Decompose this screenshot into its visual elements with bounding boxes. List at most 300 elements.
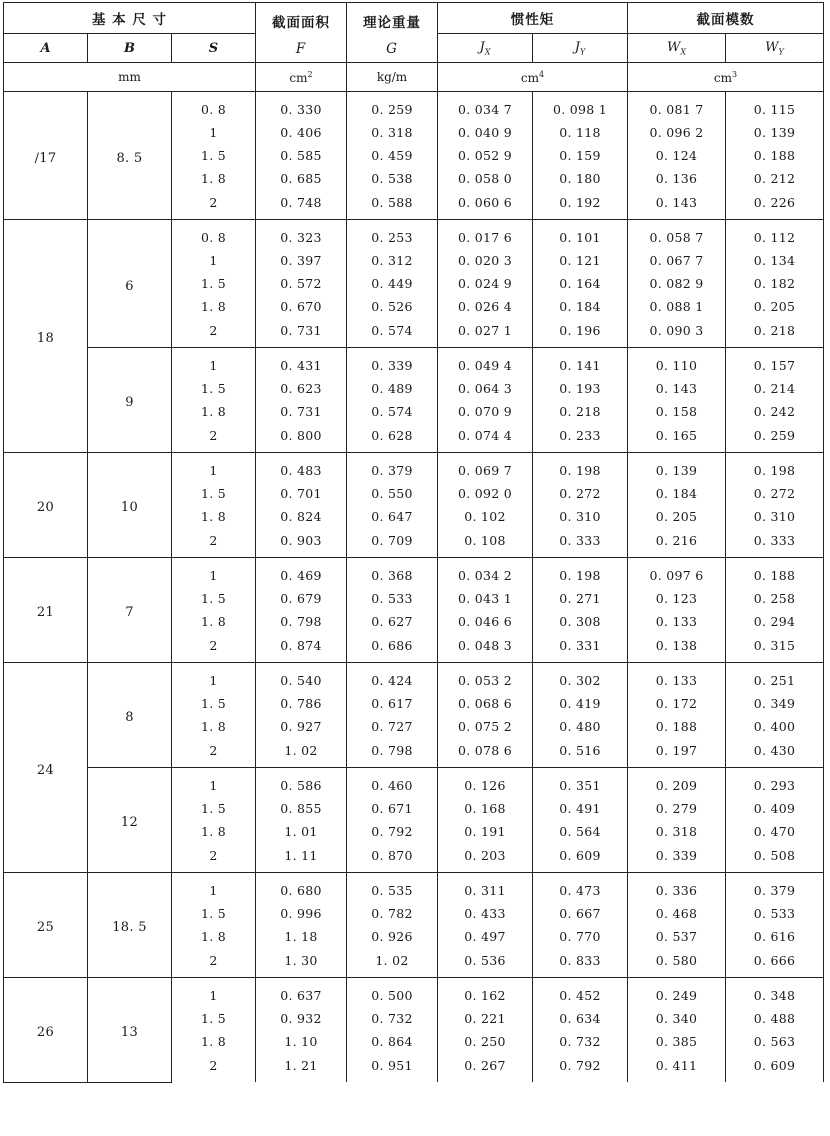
cell-jx: 0. 536 bbox=[438, 948, 533, 978]
cell-g: 1. 02 bbox=[347, 948, 438, 978]
cell-wy: 0. 348 bbox=[726, 978, 824, 1008]
section-modulus-header: 截面模数 bbox=[628, 3, 824, 34]
cell-s: 1 bbox=[172, 453, 256, 483]
theoretical-weight-header bbox=[347, 3, 438, 63]
cell-f: 1. 30 bbox=[256, 948, 347, 978]
cell-s: 1. 8 bbox=[172, 400, 256, 423]
cell-jy: 0. 310 bbox=[533, 505, 628, 528]
cell-jy: 0. 609 bbox=[533, 843, 628, 873]
cell-s: 2 bbox=[172, 948, 256, 978]
symbol-A: A bbox=[4, 34, 88, 63]
cell-wx: 0. 088 1 bbox=[628, 295, 726, 318]
cell-s: 1 bbox=[172, 873, 256, 903]
cell-jy: 0. 480 bbox=[533, 715, 628, 738]
symbol-Wx bbox=[628, 34, 726, 63]
cell-jx: 0. 068 6 bbox=[438, 692, 533, 715]
cell-jx: 0. 040 9 bbox=[438, 121, 533, 144]
cell-wx: 0. 197 bbox=[628, 738, 726, 768]
cell-f: 1. 10 bbox=[256, 1030, 347, 1053]
table-row bbox=[4, 220, 824, 250]
cell-f: 0. 397 bbox=[256, 249, 347, 272]
cell-wx: 0. 165 bbox=[628, 423, 726, 453]
cell-jy: 0. 271 bbox=[533, 587, 628, 610]
symbol-G: G bbox=[386, 41, 398, 57]
cell-jx: 0. 060 6 bbox=[438, 190, 533, 220]
cell-jy: 0. 198 bbox=[533, 453, 628, 483]
cell-s: 1. 8 bbox=[172, 610, 256, 633]
cell-s: 1 bbox=[172, 249, 256, 272]
cell-wy: 0. 470 bbox=[726, 820, 824, 843]
cell-f: 0. 572 bbox=[256, 272, 347, 295]
cell-g: 0. 500 bbox=[347, 978, 438, 1008]
cell-g: 0. 782 bbox=[347, 902, 438, 925]
cell-a: /17 bbox=[4, 92, 88, 220]
unit-inertia-base: cm bbox=[520, 70, 539, 85]
cell-f: 0. 540 bbox=[256, 663, 347, 693]
cell-f: 0. 406 bbox=[256, 121, 347, 144]
cell-jy: 0. 196 bbox=[533, 318, 628, 348]
cell-jy: 0. 141 bbox=[533, 348, 628, 378]
cell-jx: 0. 311 bbox=[438, 873, 533, 903]
cell-g: 0. 538 bbox=[347, 167, 438, 190]
cell-f: 0. 800 bbox=[256, 423, 347, 453]
cell-g: 0. 671 bbox=[347, 797, 438, 820]
cell-jy: 0. 564 bbox=[533, 820, 628, 843]
cell-s: 2 bbox=[172, 528, 256, 558]
cell-jx: 0. 267 bbox=[438, 1053, 533, 1082]
cell-wy: 0. 134 bbox=[726, 249, 824, 272]
section-area-label: 截面面积 bbox=[272, 15, 330, 31]
cell-wx: 0. 336 bbox=[628, 873, 726, 903]
cell-wy: 0. 272 bbox=[726, 482, 824, 505]
cell-g: 0. 792 bbox=[347, 820, 438, 843]
symbol-Jy-sub: Y bbox=[579, 47, 586, 57]
cell-jx: 0. 162 bbox=[438, 978, 533, 1008]
cell-jx: 0. 020 3 bbox=[438, 249, 533, 272]
symbol-B: B bbox=[88, 34, 172, 63]
cell-wy: 0. 666 bbox=[726, 948, 824, 978]
cell-jx: 0. 433 bbox=[438, 902, 533, 925]
cell-jx: 0. 027 1 bbox=[438, 318, 533, 348]
cell-b: 10 bbox=[88, 453, 172, 558]
cell-s: 2 bbox=[172, 633, 256, 663]
cell-wy: 0. 563 bbox=[726, 1030, 824, 1053]
cell-wx: 0. 058 7 bbox=[628, 220, 726, 250]
cell-jy: 0. 792 bbox=[533, 1053, 628, 1082]
symbol-S: S bbox=[172, 34, 256, 63]
cell-f: 0. 586 bbox=[256, 768, 347, 798]
cell-a: 21 bbox=[4, 558, 88, 663]
cell-jy: 0. 184 bbox=[533, 295, 628, 318]
cell-wx: 0. 279 bbox=[628, 797, 726, 820]
cell-g: 0. 312 bbox=[347, 249, 438, 272]
cell-s: 1. 5 bbox=[172, 797, 256, 820]
cell-jy: 0. 516 bbox=[533, 738, 628, 768]
cell-f: 0. 874 bbox=[256, 633, 347, 663]
cell-jy: 0. 218 bbox=[533, 400, 628, 423]
cell-jx: 0. 078 6 bbox=[438, 738, 533, 768]
cell-wx: 0. 249 bbox=[628, 978, 726, 1008]
cell-wy: 0. 409 bbox=[726, 797, 824, 820]
cell-jy: 0. 473 bbox=[533, 873, 628, 903]
symbol-Wy-sub: Y bbox=[778, 47, 784, 57]
cell-f: 0. 824 bbox=[256, 505, 347, 528]
unit-modulus-sup: 3 bbox=[732, 69, 738, 79]
cell-wx: 0. 097 6 bbox=[628, 558, 726, 588]
cell-s: 2 bbox=[172, 423, 256, 453]
cell-s: 0. 8 bbox=[172, 220, 256, 250]
dimension-table bbox=[3, 2, 824, 1083]
cell-g: 0. 951 bbox=[347, 1053, 438, 1082]
cell-s: 2 bbox=[172, 190, 256, 220]
cell-jx: 0. 049 4 bbox=[438, 348, 533, 378]
cell-s: 1 bbox=[172, 978, 256, 1008]
cell-jy: 0. 098 1 bbox=[533, 92, 628, 122]
cell-wy: 0. 226 bbox=[726, 190, 824, 220]
cell-jy: 0. 491 bbox=[533, 797, 628, 820]
cell-f: 0. 670 bbox=[256, 295, 347, 318]
cell-jx: 0. 026 4 bbox=[438, 295, 533, 318]
cell-g: 0. 550 bbox=[347, 482, 438, 505]
cell-f: 0. 748 bbox=[256, 190, 347, 220]
cell-wx: 0. 209 bbox=[628, 768, 726, 798]
cell-f: 0. 469 bbox=[256, 558, 347, 588]
cell-f: 0. 685 bbox=[256, 167, 347, 190]
header-row-titles bbox=[4, 3, 824, 34]
cell-wx: 0. 318 bbox=[628, 820, 726, 843]
cell-wy: 0. 333 bbox=[726, 528, 824, 558]
symbol-Wx-sub: X bbox=[680, 47, 687, 57]
cell-jy: 0. 233 bbox=[533, 423, 628, 453]
cell-s: 1. 8 bbox=[172, 295, 256, 318]
cell-jx: 0. 168 bbox=[438, 797, 533, 820]
cell-s: 1 bbox=[172, 768, 256, 798]
cell-f: 0. 323 bbox=[256, 220, 347, 250]
cell-f: 0. 483 bbox=[256, 453, 347, 483]
cell-wx: 0. 339 bbox=[628, 843, 726, 873]
cell-f: 0. 623 bbox=[256, 377, 347, 400]
cell-b: 13 bbox=[88, 978, 172, 1083]
cell-f: 1. 18 bbox=[256, 925, 347, 948]
symbol-Jx bbox=[438, 34, 533, 63]
table-row bbox=[4, 453, 824, 483]
cell-a: 26 bbox=[4, 978, 88, 1083]
table-header bbox=[4, 3, 824, 92]
cell-wx: 0. 158 bbox=[628, 400, 726, 423]
cell-f: 0. 330 bbox=[256, 92, 347, 122]
cell-f: 0. 731 bbox=[256, 400, 347, 423]
cell-s: 0. 8 bbox=[172, 92, 256, 122]
table-row bbox=[4, 92, 824, 122]
unit-inertia bbox=[438, 63, 628, 92]
cell-s: 1. 8 bbox=[172, 505, 256, 528]
unit-modulus bbox=[628, 63, 824, 92]
cell-jx: 0. 191 bbox=[438, 820, 533, 843]
cell-s: 1 bbox=[172, 348, 256, 378]
cell-f: 0. 932 bbox=[256, 1007, 347, 1030]
cell-wy: 0. 112 bbox=[726, 220, 824, 250]
cell-f: 0. 731 bbox=[256, 318, 347, 348]
cell-g: 0. 588 bbox=[347, 190, 438, 220]
cell-b: 8. 5 bbox=[88, 92, 172, 220]
cell-jy: 0. 331 bbox=[533, 633, 628, 663]
symbol-Jx-main: J bbox=[479, 39, 485, 55]
cell-g: 0. 379 bbox=[347, 453, 438, 483]
cell-g: 0. 535 bbox=[347, 873, 438, 903]
cell-jx: 0. 221 bbox=[438, 1007, 533, 1030]
cell-b: 6 bbox=[88, 220, 172, 348]
cell-g: 0. 339 bbox=[347, 348, 438, 378]
table-body bbox=[4, 92, 824, 1083]
cell-wx: 0. 123 bbox=[628, 587, 726, 610]
cell-wx: 0. 537 bbox=[628, 925, 726, 948]
cell-f: 0. 927 bbox=[256, 715, 347, 738]
symbol-Wy bbox=[726, 34, 824, 63]
cell-jx: 0. 052 9 bbox=[438, 144, 533, 167]
cell-jx: 0. 108 bbox=[438, 528, 533, 558]
cell-g: 0. 926 bbox=[347, 925, 438, 948]
cell-f: 1. 02 bbox=[256, 738, 347, 768]
unit-area-sup: 2 bbox=[307, 69, 313, 79]
cell-jx: 0. 074 4 bbox=[438, 423, 533, 453]
cell-wx: 0. 143 bbox=[628, 377, 726, 400]
cell-wx: 0. 081 7 bbox=[628, 92, 726, 122]
cell-jy: 0. 159 bbox=[533, 144, 628, 167]
cell-jx: 0. 497 bbox=[438, 925, 533, 948]
cell-g: 0. 574 bbox=[347, 400, 438, 423]
cell-jx: 0. 069 7 bbox=[438, 453, 533, 483]
cell-g: 0. 732 bbox=[347, 1007, 438, 1030]
cell-wy: 0. 198 bbox=[726, 453, 824, 483]
cell-f: 0. 786 bbox=[256, 692, 347, 715]
cell-wy: 0. 188 bbox=[726, 144, 824, 167]
cell-wy: 0. 315 bbox=[726, 633, 824, 663]
cell-wx: 0. 096 2 bbox=[628, 121, 726, 144]
cell-wy: 0. 488 bbox=[726, 1007, 824, 1030]
cell-wx: 0. 411 bbox=[628, 1053, 726, 1082]
cell-b: 12 bbox=[88, 768, 172, 873]
cell-g: 0. 647 bbox=[347, 505, 438, 528]
cell-wx: 0. 139 bbox=[628, 453, 726, 483]
cell-wy: 0. 242 bbox=[726, 400, 824, 423]
cell-g: 0. 617 bbox=[347, 692, 438, 715]
table-row bbox=[4, 978, 824, 1008]
cell-wy: 0. 214 bbox=[726, 377, 824, 400]
cell-wy: 0. 430 bbox=[726, 738, 824, 768]
cell-g: 0. 459 bbox=[347, 144, 438, 167]
cell-g: 0. 864 bbox=[347, 1030, 438, 1053]
cell-wx: 0. 136 bbox=[628, 167, 726, 190]
cell-jx: 0. 034 2 bbox=[438, 558, 533, 588]
cell-b: 8 bbox=[88, 663, 172, 768]
symbol-Wx-main: W bbox=[666, 39, 681, 55]
cell-wy: 0. 310 bbox=[726, 505, 824, 528]
cell-jy: 0. 164 bbox=[533, 272, 628, 295]
cell-g: 0. 368 bbox=[347, 558, 438, 588]
cell-wx: 0. 138 bbox=[628, 633, 726, 663]
cell-s: 2 bbox=[172, 738, 256, 768]
cell-s: 1 bbox=[172, 121, 256, 144]
cell-wy: 0. 205 bbox=[726, 295, 824, 318]
cell-a: 20 bbox=[4, 453, 88, 558]
cell-jx: 0. 058 0 bbox=[438, 167, 533, 190]
cell-wy: 0. 294 bbox=[726, 610, 824, 633]
cell-g: 0. 259 bbox=[347, 92, 438, 122]
cell-wx: 0. 143 bbox=[628, 190, 726, 220]
cell-g: 0. 533 bbox=[347, 587, 438, 610]
cell-wy: 0. 251 bbox=[726, 663, 824, 693]
cell-s: 1. 8 bbox=[172, 715, 256, 738]
cell-jy: 0. 732 bbox=[533, 1030, 628, 1053]
cell-f: 0. 637 bbox=[256, 978, 347, 1008]
cell-f: 0. 679 bbox=[256, 587, 347, 610]
cell-g: 0. 449 bbox=[347, 272, 438, 295]
cell-jy: 0. 193 bbox=[533, 377, 628, 400]
table-row bbox=[4, 873, 824, 903]
symbol-Wy-main: W bbox=[765, 39, 779, 55]
cell-s: 1. 8 bbox=[172, 925, 256, 948]
cell-wx: 0. 184 bbox=[628, 482, 726, 505]
symbol-Jx-sub: X bbox=[484, 47, 491, 57]
cell-wx: 0. 133 bbox=[628, 663, 726, 693]
cell-a: 24 bbox=[4, 663, 88, 873]
cell-g: 0. 628 bbox=[347, 423, 438, 453]
table-row bbox=[4, 348, 824, 378]
cell-wy: 0. 139 bbox=[726, 121, 824, 144]
header-row-units bbox=[4, 63, 824, 92]
cell-wy: 0. 258 bbox=[726, 587, 824, 610]
cell-s: 1 bbox=[172, 558, 256, 588]
table-row bbox=[4, 663, 824, 693]
symbol-Jy-main: J bbox=[574, 39, 580, 55]
cell-s: 2 bbox=[172, 843, 256, 873]
cell-jx: 0. 034 7 bbox=[438, 92, 533, 122]
cell-wx: 0. 340 bbox=[628, 1007, 726, 1030]
cell-a: 18 bbox=[4, 220, 88, 453]
cell-jy: 0. 308 bbox=[533, 610, 628, 633]
cell-g: 0. 253 bbox=[347, 220, 438, 250]
cell-s: 1. 8 bbox=[172, 820, 256, 843]
cell-s: 1. 5 bbox=[172, 1007, 256, 1030]
cell-s: 2 bbox=[172, 318, 256, 348]
cell-g: 0. 798 bbox=[347, 738, 438, 768]
cell-a: 25 bbox=[4, 873, 88, 978]
cell-jx: 0. 043 1 bbox=[438, 587, 533, 610]
unit-mm: mm bbox=[4, 63, 256, 92]
cell-f: 0. 431 bbox=[256, 348, 347, 378]
cell-jy: 0. 667 bbox=[533, 902, 628, 925]
table-row bbox=[4, 558, 824, 588]
cell-f: 0. 855 bbox=[256, 797, 347, 820]
cell-wy: 0. 218 bbox=[726, 318, 824, 348]
cell-jx: 0. 075 2 bbox=[438, 715, 533, 738]
table-row bbox=[4, 768, 824, 798]
moment-of-inertia-header: 惯性矩 bbox=[438, 3, 628, 34]
cell-s: 1. 8 bbox=[172, 1030, 256, 1053]
cell-jx: 0. 064 3 bbox=[438, 377, 533, 400]
cell-jy: 0. 634 bbox=[533, 1007, 628, 1030]
cell-wy: 0. 182 bbox=[726, 272, 824, 295]
cell-wx: 0. 385 bbox=[628, 1030, 726, 1053]
cell-s: 1. 5 bbox=[172, 692, 256, 715]
cell-g: 0. 526 bbox=[347, 295, 438, 318]
cell-f: 0. 701 bbox=[256, 482, 347, 505]
cell-wx: 0. 090 3 bbox=[628, 318, 726, 348]
cell-wy: 0. 609 bbox=[726, 1053, 824, 1082]
cell-wx: 0. 172 bbox=[628, 692, 726, 715]
theoretical-weight-label: 理论重量 bbox=[363, 15, 421, 31]
cell-jx: 0. 017 6 bbox=[438, 220, 533, 250]
cell-g: 0. 727 bbox=[347, 715, 438, 738]
unit-area-base: cm bbox=[289, 70, 308, 85]
cell-f: 0. 996 bbox=[256, 902, 347, 925]
symbol-F: F bbox=[295, 41, 307, 57]
cell-jx: 0. 203 bbox=[438, 843, 533, 873]
unit-modulus-base: cm bbox=[713, 70, 732, 85]
cell-b: 7 bbox=[88, 558, 172, 663]
cell-g: 0. 870 bbox=[347, 843, 438, 873]
cell-jy: 0. 180 bbox=[533, 167, 628, 190]
cell-wx: 0. 082 9 bbox=[628, 272, 726, 295]
cell-jx: 0. 024 9 bbox=[438, 272, 533, 295]
cell-s: 1. 8 bbox=[172, 167, 256, 190]
cell-s: 1. 5 bbox=[172, 272, 256, 295]
cell-jy: 0. 351 bbox=[533, 768, 628, 798]
cell-f: 0. 798 bbox=[256, 610, 347, 633]
cell-jx: 0. 126 bbox=[438, 768, 533, 798]
cell-wy: 0. 400 bbox=[726, 715, 824, 738]
symbol-Jy bbox=[533, 34, 628, 63]
cell-s: 1. 5 bbox=[172, 587, 256, 610]
cell-g: 0. 627 bbox=[347, 610, 438, 633]
cell-f: 0. 585 bbox=[256, 144, 347, 167]
cell-jy: 0. 333 bbox=[533, 528, 628, 558]
cell-s: 1 bbox=[172, 663, 256, 693]
cell-wy: 0. 379 bbox=[726, 873, 824, 903]
cell-jx: 0. 250 bbox=[438, 1030, 533, 1053]
cell-f: 0. 903 bbox=[256, 528, 347, 558]
cell-jy: 0. 770 bbox=[533, 925, 628, 948]
cell-f: 1. 11 bbox=[256, 843, 347, 873]
basic-size-header: 基 本 尺 寸 bbox=[4, 3, 256, 34]
cell-jy: 0. 118 bbox=[533, 121, 628, 144]
cell-wx: 0. 205 bbox=[628, 505, 726, 528]
cell-jx: 0. 048 3 bbox=[438, 633, 533, 663]
cell-jx: 0. 092 0 bbox=[438, 482, 533, 505]
unit-area bbox=[256, 63, 347, 92]
cell-jy: 0. 192 bbox=[533, 190, 628, 220]
cell-wy: 0. 616 bbox=[726, 925, 824, 948]
cell-wy: 0. 293 bbox=[726, 768, 824, 798]
cell-g: 0. 424 bbox=[347, 663, 438, 693]
cell-wx: 0. 580 bbox=[628, 948, 726, 978]
cell-g: 0. 489 bbox=[347, 377, 438, 400]
cell-b: 18. 5 bbox=[88, 873, 172, 978]
cell-s: 1. 5 bbox=[172, 377, 256, 400]
cell-wy: 0. 349 bbox=[726, 692, 824, 715]
cell-wy: 0. 508 bbox=[726, 843, 824, 873]
cell-wy: 0. 212 bbox=[726, 167, 824, 190]
cell-f: 0. 680 bbox=[256, 873, 347, 903]
cell-wx: 0. 216 bbox=[628, 528, 726, 558]
cell-jy: 0. 419 bbox=[533, 692, 628, 715]
cell-s: 1. 5 bbox=[172, 144, 256, 167]
section-area-header bbox=[256, 3, 347, 63]
cell-wx: 0. 133 bbox=[628, 610, 726, 633]
cell-jx: 0. 102 bbox=[438, 505, 533, 528]
cell-g: 0. 318 bbox=[347, 121, 438, 144]
cell-f: 1. 01 bbox=[256, 820, 347, 843]
